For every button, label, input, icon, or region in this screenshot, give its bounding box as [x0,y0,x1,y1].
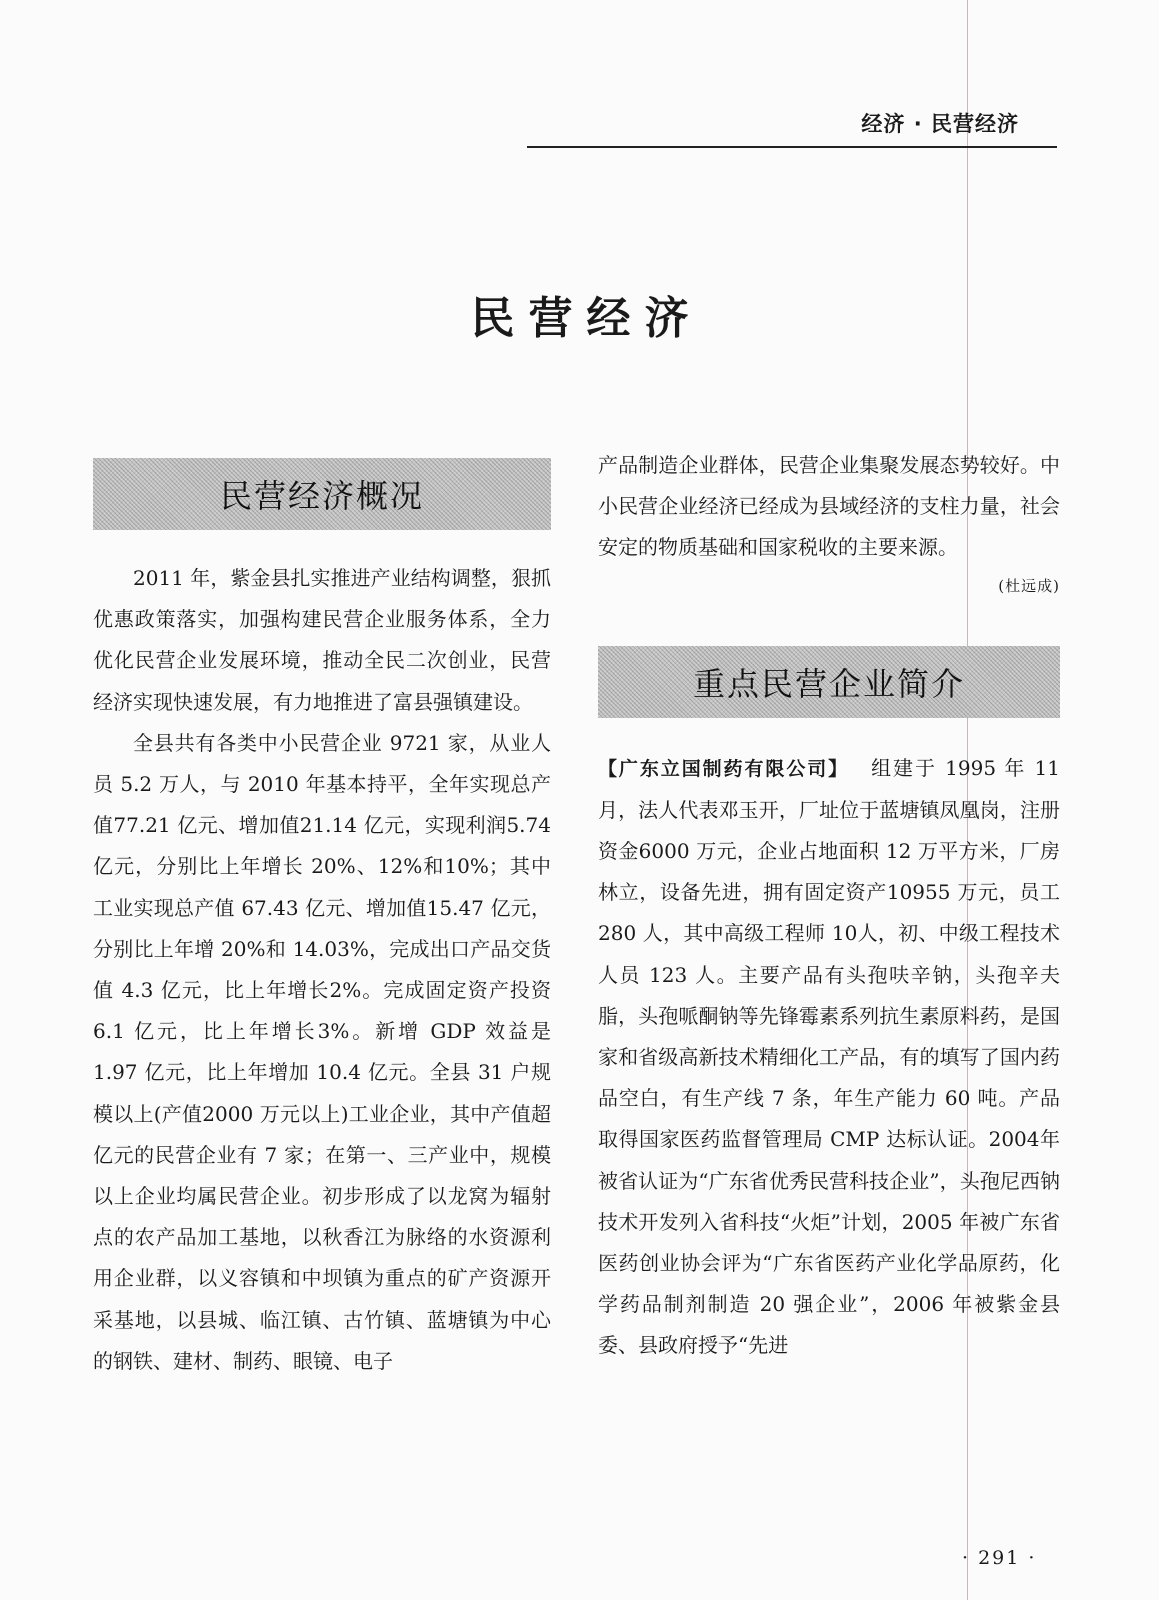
company-entry [598,748,1060,1367]
body-paragraph: 2011 年，紫金县扎实推进产业结构调整，狠抓优惠政策落实，加强构建民营企业服务体系，全力优化民营企业发展环境，推动全民二次创业，民营经济实现快速发展，有力地推进了富县强镇建设。 [93,566,551,714]
company-name: 【广东立国制药有限公司】 [598,757,850,780]
running-head: 经济 · 民营经济 [861,112,1019,136]
author-credit: (杜远成) [998,576,1060,595]
section-header-overview: 民营经济概况 [93,458,551,530]
section-header-enterprises: 重点民营企业简介 [598,646,1060,718]
body-paragraph-continuation: 产品制造企业群体，民营企业集聚发展态势较好。中小民营企业经济已经成为县域经济的支柱力量，社会安定的物质基础和国家税收的主要来源。 [598,453,1060,560]
right-column [598,453,1060,1367]
body-paragraph: 全县共有各类中小民营企业 9721 家，从业人员 5.2 万人，与 2010 年基本持平，全年实现总产值77.21 亿元、增加值21.14 亿元，实现利润5.74 亿元，分别比上年增长 20%、12%和10%；其中工业实现总产值 67.43 亿元、增加值15.47 亿元，分别比上年增 20%和 14.03%，完成出口产品交货值 4.3 亿元，比上年增长2%。完成固定资产投资 6.1 亿元，比上年增长3%。新增 GDP 效益是 1.97 亿元，比上年增加 10.4 亿元。全县 31 户规模以上(产值2000 万元以上)工业企业，其中产值超亿元的民营企业有 7 家；在第一、三产业中，规模以上企业均属民营企业。初步形成了以龙窝为辐射点的农产品加工基地，以秋香江为脉络的水资源利用企业群，以义容镇和中坝镇为重点的矿产资源开采基地，以县城、临江镇、古竹镇、蓝塘镇为中心的钢铁、建材、制药、眼镜、电子 [93,730,551,1373]
company-description: 组建于 1995 年 11 月，法人代表邓玉开，厂址位于蓝塘镇凤凰岗，注册资金6000 万元，企业占地面积 12 万平方米，厂房林立，设备先进，拥有固定资产10955 万元，员工 280 人，其中高级工程师 10人，初、中级工程技术人员 123 人。主要产品有头孢呋辛钠，头孢辛夫脂，头孢哌酮钠等先锋霉素系列抗生素原料药，是国家和省级高新技术精细化工产品，有的填写了国内药品空白，有生产线 7 条，年生产能力 60 吨。产品取得国家医药监督管理局 CMP 达标认证。2004年被省认证为“广东省优秀民营科技企业”，头孢尼西钠技术开发列入省科技“火炬”计划，2005 年被广东省医药创业协会评为“广东省医药产业化学品原药，化学药品制剂制造 20 强企业”，2006 年被紫金县委、县政府授予“先进 [598,755,1060,1358]
left-column [93,458,551,1382]
page-title: 民营经济 [470,293,703,344]
header-rule [527,146,1057,148]
page-number: · 291 · [962,1547,1037,1569]
